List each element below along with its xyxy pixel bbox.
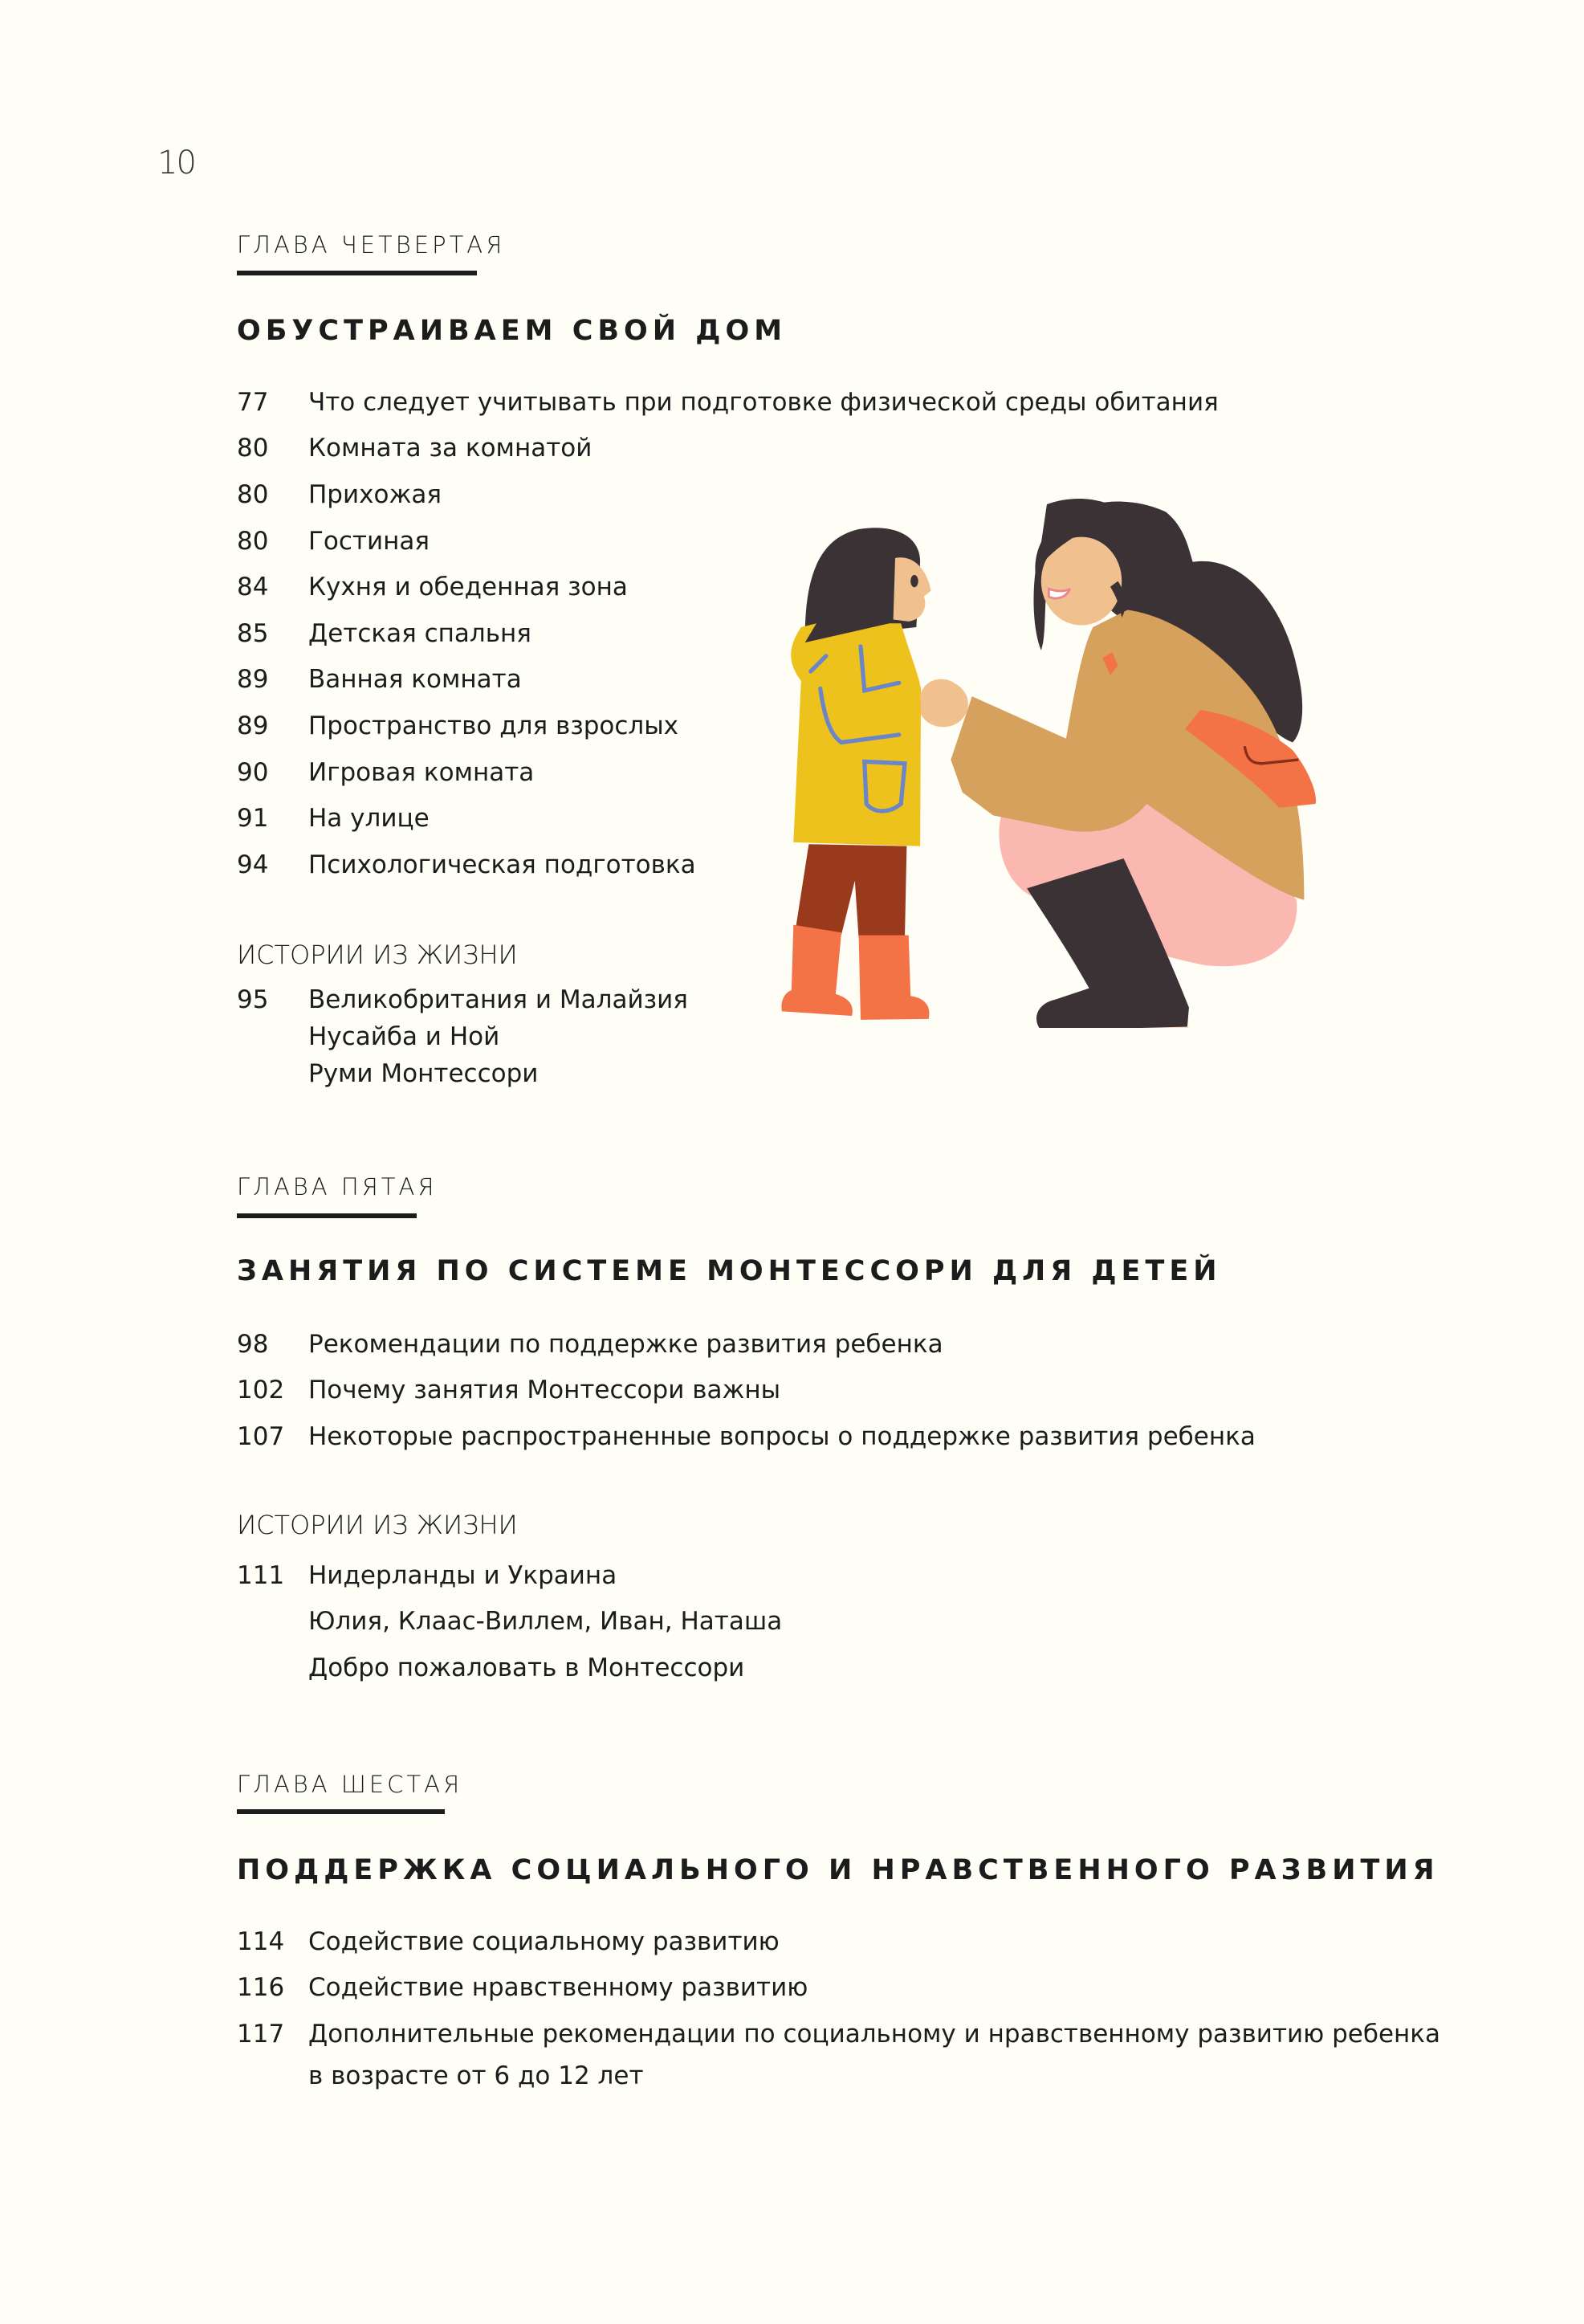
toc-page: 107 <box>237 1421 285 1451</box>
toc-title: Рекомендации по поддержке развития ребенка <box>308 1329 943 1359</box>
chapter-underline <box>237 1213 417 1218</box>
toc-page: 117 <box>237 2019 285 2049</box>
toc-entry[interactable] <box>237 1965 1440 2012</box>
toc-list <box>237 1321 1256 1460</box>
stories-label: ИСТОРИИ ИЗ ЖИЗНИ <box>237 940 518 970</box>
toc-title: Прихожая <box>308 479 442 509</box>
stories-entry[interactable] <box>237 981 688 1092</box>
chapter-label: ГЛАВА ЧЕТВЕРТАЯ <box>237 231 506 259</box>
toc-subline: Нусайба и Ной <box>308 1022 500 1051</box>
toc-title: Кухня и обеденная зона <box>308 573 628 602</box>
chapter-title: ЗАНЯТИЯ ПО СИСТЕМЕ МОНТЕССОРИ ДЛЯ ДЕТЕЙ <box>237 1255 1222 1287</box>
toc-subline: в возрасте от 6 до 12 лет <box>308 2061 644 2090</box>
toc-entry[interactable] <box>237 2011 1440 2057</box>
stories-entry[interactable] <box>237 1552 782 1691</box>
toc-page: 95 <box>237 985 269 1014</box>
toc-page: 85 <box>237 618 269 648</box>
toc-page: 111 <box>237 1560 285 1590</box>
toc-title: Комната за комнатой <box>308 434 592 463</box>
toc-entry[interactable] <box>237 1368 1256 1414</box>
chapter-label: ГЛАВА ШЕСТАЯ <box>237 1771 463 1798</box>
toc-page: 114 <box>237 1926 285 1956</box>
toc-page: 80 <box>237 526 269 556</box>
toc-entry[interactable] <box>237 379 1219 426</box>
stories-label: ИСТОРИИ ИЗ ЖИЗНИ <box>237 1510 518 1540</box>
toc-subline: Добро пожаловать в Монтессори <box>308 1653 745 1682</box>
toc-title: Некоторые распространенные вопросы о поддержке развития ребенка <box>308 1421 1256 1451</box>
toc-page: 102 <box>237 1376 285 1405</box>
child-face <box>894 557 931 622</box>
toc-page: 91 <box>237 804 269 834</box>
toc-list <box>237 1918 1440 2094</box>
chapter-label: ГЛАВА ПЯТАЯ <box>237 1173 438 1201</box>
toc-title: Пространство для взрослых <box>308 711 679 740</box>
chapter-underline <box>237 271 477 275</box>
toc-title: Что следует учитывать при подготовке физической среды обитания <box>308 387 1219 417</box>
child-pants <box>796 844 907 938</box>
toc-entry[interactable] <box>237 1321 1256 1368</box>
child-boot-left <box>781 925 852 1016</box>
toc-title: Дополнительные рекомендации по социальному и нравственному развитию ребенка <box>308 2019 1441 2049</box>
toc-title: Психологическая подготовка <box>308 850 696 879</box>
toc-entry[interactable] <box>237 426 1219 472</box>
toc-page: 89 <box>237 711 269 740</box>
toc-title: Детская спальня <box>308 618 531 648</box>
toc-page: 94 <box>237 850 269 879</box>
toc-title: Нидерланды и Украина <box>308 1560 617 1590</box>
toc-entry[interactable] <box>237 1413 1256 1460</box>
toc-title: Великобритания и Малайзия <box>308 985 688 1014</box>
toc-title: Содействие нравственному развитию <box>308 1973 808 2003</box>
toc-page: 89 <box>237 665 269 695</box>
toc-page: 84 <box>237 573 269 602</box>
toc-title: Содействие социальному развитию <box>308 1926 780 1956</box>
toc-title: Ванная комната <box>308 665 522 695</box>
toc-subline: Юлия, Клаас-Виллем, Иван, Наташа <box>308 1607 783 1637</box>
toc-page: 90 <box>237 757 269 787</box>
chapter-underline <box>237 1809 445 1814</box>
toc-entry[interactable] <box>237 1918 1440 1965</box>
mother-child-illustration <box>763 466 1365 1028</box>
toc-page: 77 <box>237 387 269 417</box>
toc-title: Почему занятия Монтессори важны <box>308 1376 781 1405</box>
child-coat <box>791 623 921 846</box>
chapter-title: ПОДДЕРЖКА СОЦИАЛЬНОГО И НРАВСТВЕННОГО РАЗВИТИЯ <box>237 1854 1439 1886</box>
chapter-title: ОБУСТРАИВАЕМ СВОЙ ДОМ <box>237 315 788 347</box>
toc-page: 98 <box>237 1329 269 1359</box>
child-boot-right <box>859 936 930 1020</box>
toc-page: 80 <box>237 479 269 509</box>
toc-title: Игровая комната <box>308 757 535 787</box>
toc-page: 80 <box>237 434 269 463</box>
toc-subline: Руми Монтессори <box>308 1059 539 1088</box>
page-number: 10 <box>157 145 195 181</box>
toc-title: Гостиная <box>308 526 430 556</box>
toc-title: На улице <box>308 804 430 834</box>
toc-page: 116 <box>237 1973 285 2003</box>
